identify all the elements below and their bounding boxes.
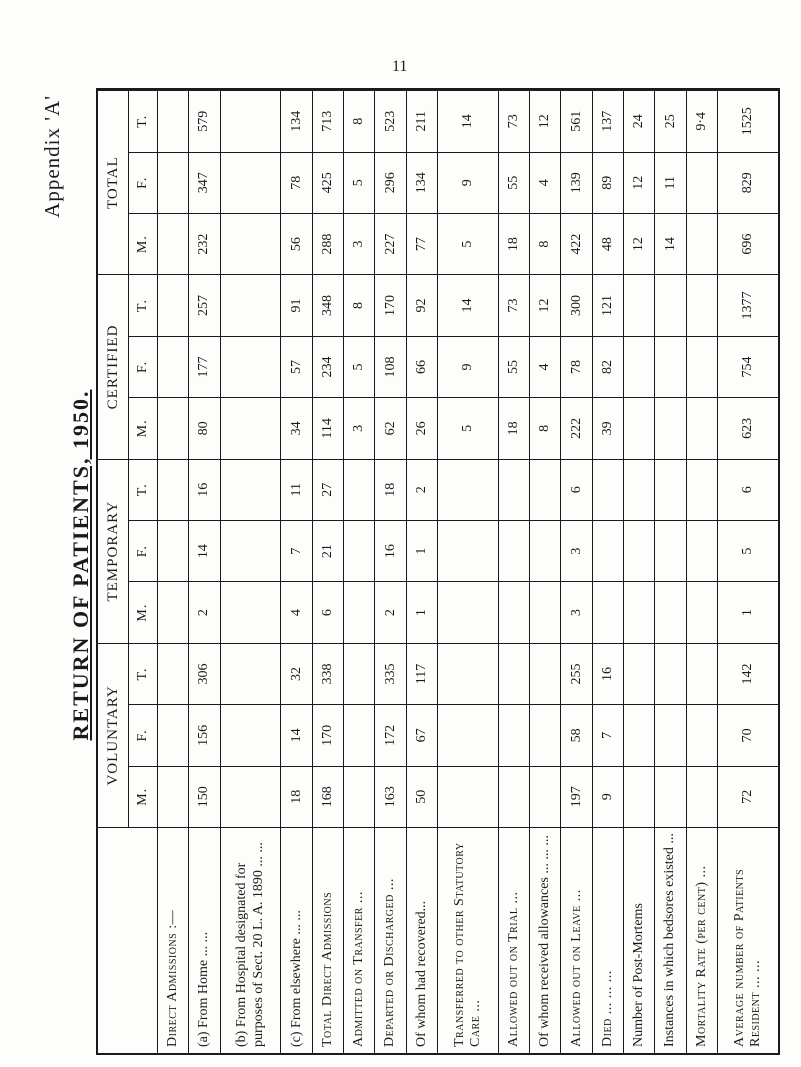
patients-return-table-rotated	[97, 90, 779, 1054]
table-row	[158, 91, 189, 1054]
row-label: Direct Admissions :—	[158, 828, 189, 1054]
cell-value	[624, 275, 655, 336]
page-number: 11	[392, 58, 408, 75]
cell-value: 25	[655, 91, 686, 153]
table-row	[624, 91, 655, 1054]
cell-value	[158, 643, 189, 704]
cell-value: 3	[561, 582, 592, 643]
cell-value: 67	[406, 705, 437, 766]
cell-value: 11	[281, 459, 312, 520]
cell-value: 12	[624, 213, 655, 274]
group-header-certified: CERTIFIED	[98, 275, 129, 459]
cell-value	[498, 582, 529, 643]
cell-value: 422	[561, 213, 592, 274]
cell-value	[220, 275, 281, 336]
cell-value	[655, 336, 686, 397]
cell-value	[686, 459, 717, 520]
cell-value	[686, 213, 717, 274]
cell-value: 21	[312, 520, 343, 581]
row-label: Died ... ... ...	[592, 828, 623, 1054]
cell-value: 32	[281, 643, 312, 704]
cell-value	[498, 705, 529, 766]
cell-value: 18	[375, 459, 406, 520]
cell-value	[158, 582, 189, 643]
cell-value	[344, 459, 375, 520]
row-label: Allowed out on Trial ...	[498, 828, 529, 1054]
cell-value: 150	[189, 766, 220, 827]
cell-value: 8	[344, 91, 375, 153]
cell-value	[220, 582, 281, 643]
table-row	[189, 91, 220, 1054]
cell-value: 232	[189, 213, 220, 274]
cell-value	[438, 643, 499, 704]
cell-value: 142	[718, 643, 779, 704]
table-row	[561, 91, 592, 1054]
label-column-header	[98, 828, 158, 1054]
cell-value: 117	[406, 643, 437, 704]
cell-value: 4	[530, 152, 561, 213]
cell-value	[624, 398, 655, 459]
cell-value: 335	[375, 643, 406, 704]
row-label: Mortality Rate (per cent) ...	[686, 828, 717, 1054]
row-label: Admitted on Transfer ...	[344, 828, 375, 1054]
cell-value: 58	[561, 705, 592, 766]
cell-value	[438, 459, 499, 520]
sub-header-m: M.	[129, 213, 158, 274]
table-row	[375, 91, 406, 1054]
cell-value	[530, 643, 561, 704]
cell-value	[158, 91, 189, 153]
cell-value	[344, 582, 375, 643]
table-row	[655, 91, 686, 1054]
cell-value: 8	[530, 213, 561, 274]
cell-value: 7	[281, 520, 312, 581]
cell-value	[220, 152, 281, 213]
row-label: Total Direct Admissions	[312, 828, 343, 1054]
cell-value: 623	[718, 398, 779, 459]
cell-value: 3	[561, 520, 592, 581]
cell-value: 7	[592, 705, 623, 766]
cell-value: 255	[561, 643, 592, 704]
sub-header-f: F.	[129, 336, 158, 397]
cell-value	[530, 582, 561, 643]
group-header-temporary: TEMPORARY	[98, 459, 129, 643]
cell-value: 12	[624, 152, 655, 213]
row-label: (c) From elsewhere ... ...	[281, 828, 312, 1054]
cell-value: 3	[344, 213, 375, 274]
row-label: Average number of Patients Resident ... ...	[718, 828, 779, 1054]
cell-value: 9·4	[686, 91, 717, 153]
cell-value	[438, 705, 499, 766]
cell-value: 134	[281, 91, 312, 153]
table-row	[438, 91, 499, 1054]
cell-value: 4	[281, 582, 312, 643]
cell-value	[655, 582, 686, 643]
cell-value: 829	[718, 152, 779, 213]
cell-value: 306	[189, 643, 220, 704]
table-row	[344, 91, 375, 1054]
cell-value: 425	[312, 152, 343, 213]
cell-value: 27	[312, 459, 343, 520]
cell-value: 11	[655, 152, 686, 213]
cell-value: 1377	[718, 275, 779, 336]
cell-value: 523	[375, 91, 406, 153]
cell-value	[220, 766, 281, 827]
cell-value: 5	[344, 152, 375, 213]
cell-value	[686, 766, 717, 827]
cell-value	[624, 336, 655, 397]
cell-value: 139	[561, 152, 592, 213]
cell-value	[158, 459, 189, 520]
cell-value: 6	[718, 459, 779, 520]
cell-value	[624, 582, 655, 643]
table-row	[406, 91, 437, 1054]
sub-header-f: F.	[129, 520, 158, 581]
cell-value	[624, 705, 655, 766]
cell-value: 696	[718, 213, 779, 274]
cell-value	[530, 459, 561, 520]
cell-value	[344, 766, 375, 827]
cell-value: 3	[344, 398, 375, 459]
cell-value: 72	[718, 766, 779, 827]
cell-value: 222	[561, 398, 592, 459]
table-row	[530, 91, 561, 1054]
cell-value	[686, 582, 717, 643]
cell-value: 211	[406, 91, 437, 153]
cell-value: 56	[281, 213, 312, 274]
cell-value: 338	[312, 643, 343, 704]
cell-value: 12	[530, 275, 561, 336]
cell-value	[438, 766, 499, 827]
page-title: RETURN OF PATIENTS, 1950.	[68, 389, 93, 741]
cell-value	[344, 643, 375, 704]
cell-value: 121	[592, 275, 623, 336]
cell-value	[158, 766, 189, 827]
cell-value: 754	[718, 336, 779, 397]
cell-value	[686, 336, 717, 397]
cell-value: 66	[406, 336, 437, 397]
cell-value	[655, 520, 686, 581]
cell-value	[624, 766, 655, 827]
cell-value: 16	[189, 459, 220, 520]
cell-value: 18	[498, 398, 529, 459]
cell-value	[530, 766, 561, 827]
cell-value	[158, 275, 189, 336]
table-row	[312, 91, 343, 1054]
cell-value: 8	[344, 275, 375, 336]
row-label: (a) From Home ... ...	[189, 828, 220, 1054]
cell-value: 5	[344, 336, 375, 397]
cell-value	[530, 520, 561, 581]
cell-value	[158, 520, 189, 581]
cell-value: 234	[312, 336, 343, 397]
cell-value	[220, 91, 281, 153]
cell-value: 156	[189, 705, 220, 766]
cell-value: 713	[312, 91, 343, 153]
cell-value	[655, 705, 686, 766]
cell-value: 80	[189, 398, 220, 459]
cell-value	[655, 398, 686, 459]
cell-value: 55	[498, 152, 529, 213]
row-label: Transferred to other Statutory Care ...	[438, 828, 499, 1054]
cell-value: 82	[592, 336, 623, 397]
cell-value	[158, 213, 189, 274]
cell-value: 9	[592, 766, 623, 827]
cell-value	[592, 582, 623, 643]
row-label: Of whom received allowances ... ... ...	[530, 828, 561, 1054]
cell-value: 18	[281, 766, 312, 827]
cell-value: 8	[530, 398, 561, 459]
cell-value: 9	[438, 152, 499, 213]
row-label: Number of Post-Mortems	[624, 828, 655, 1054]
table-row	[220, 91, 281, 1054]
cell-value: 12	[530, 91, 561, 153]
group-header-row	[98, 91, 129, 1054]
table-row	[281, 91, 312, 1054]
cell-value: 73	[498, 91, 529, 153]
cell-value: 16	[592, 643, 623, 704]
cell-value: 92	[406, 275, 437, 336]
cell-value: 9	[438, 336, 499, 397]
table-body	[158, 91, 779, 1054]
cell-value	[655, 643, 686, 704]
cell-value	[686, 705, 717, 766]
cell-value	[624, 643, 655, 704]
cell-value	[438, 582, 499, 643]
row-label: Departed or Discharged ...	[375, 828, 406, 1054]
cell-value: 300	[561, 275, 592, 336]
group-header-total: TOTAL	[98, 91, 129, 275]
cell-value	[158, 705, 189, 766]
cell-value: 14	[281, 705, 312, 766]
cell-value: 55	[498, 336, 529, 397]
cell-value	[686, 520, 717, 581]
cell-value: 5	[438, 398, 499, 459]
sub-header-t: T.	[129, 459, 158, 520]
sub-header-t: T.	[129, 91, 158, 153]
cell-value	[220, 643, 281, 704]
cell-value: 34	[281, 398, 312, 459]
cell-value	[624, 459, 655, 520]
appendix-label: Appendix 'A'	[40, 95, 64, 218]
cell-value: 18	[498, 213, 529, 274]
cell-value: 91	[281, 275, 312, 336]
cell-value	[655, 766, 686, 827]
cell-value	[686, 398, 717, 459]
cell-value	[655, 459, 686, 520]
cell-value: 24	[624, 91, 655, 153]
sub-header-m: M.	[129, 766, 158, 827]
cell-value	[530, 705, 561, 766]
cell-value: 6	[561, 459, 592, 520]
cell-value: 77	[406, 213, 437, 274]
cell-value: 70	[718, 705, 779, 766]
sub-header-t: T.	[129, 643, 158, 704]
cell-value: 2	[406, 459, 437, 520]
cell-value: 39	[592, 398, 623, 459]
cell-value	[220, 213, 281, 274]
cell-value: 48	[592, 213, 623, 274]
cell-value: 16	[375, 520, 406, 581]
cell-value	[498, 520, 529, 581]
cell-value: 2	[375, 582, 406, 643]
cell-value	[220, 336, 281, 397]
table-row	[592, 91, 623, 1054]
cell-value: 2	[189, 582, 220, 643]
cell-value: 561	[561, 91, 592, 153]
cell-value	[686, 152, 717, 213]
cell-value	[592, 459, 623, 520]
cell-value: 170	[375, 275, 406, 336]
cell-value	[158, 398, 189, 459]
row-label: (b) From Hospital designated for purposes of Sect. 20 L. A. 1890 ... ...	[220, 828, 281, 1054]
cell-value	[498, 459, 529, 520]
cell-value: 1	[406, 582, 437, 643]
cell-value	[624, 520, 655, 581]
cell-value: 347	[189, 152, 220, 213]
cell-value: 50	[406, 766, 437, 827]
cell-value: 14	[438, 275, 499, 336]
cell-value: 1525	[718, 91, 779, 153]
cell-value: 89	[592, 152, 623, 213]
cell-value: 579	[189, 91, 220, 153]
cell-value: 168	[312, 766, 343, 827]
cell-value: 26	[406, 398, 437, 459]
cell-value: 5	[718, 520, 779, 581]
sub-header-m: M.	[129, 398, 158, 459]
cell-value	[438, 520, 499, 581]
cell-value: 114	[312, 398, 343, 459]
patients-return-table	[97, 90, 779, 1054]
cell-value: 78	[561, 336, 592, 397]
cell-value: 296	[375, 152, 406, 213]
cell-value: 227	[375, 213, 406, 274]
table-row	[498, 91, 529, 1054]
patients-return-table-frame	[96, 88, 780, 1055]
cell-value: 172	[375, 705, 406, 766]
cell-value: 14	[189, 520, 220, 581]
sub-header-f: F.	[129, 705, 158, 766]
row-label: Allowed out on Leave ...	[561, 828, 592, 1054]
cell-value: 14	[438, 91, 499, 153]
sub-header-t: T.	[129, 275, 158, 336]
cell-value: 5	[438, 213, 499, 274]
cell-value: 14	[655, 213, 686, 274]
cell-value: 288	[312, 213, 343, 274]
cell-value: 78	[281, 152, 312, 213]
cell-value: 137	[592, 91, 623, 153]
cell-value	[220, 705, 281, 766]
cell-value: 197	[561, 766, 592, 827]
cell-value	[686, 275, 717, 336]
cell-value: 163	[375, 766, 406, 827]
row-label: Of whom had recovered...	[406, 828, 437, 1054]
group-header-voluntary: VOLUNTARY	[98, 643, 129, 827]
cell-value	[158, 336, 189, 397]
cell-value: 348	[312, 275, 343, 336]
cell-value: 257	[189, 275, 220, 336]
cell-value	[344, 705, 375, 766]
sub-header-f: F.	[129, 152, 158, 213]
cell-value: 4	[530, 336, 561, 397]
cell-value	[344, 520, 375, 581]
cell-value: 57	[281, 336, 312, 397]
cell-value: 170	[312, 705, 343, 766]
cell-value	[220, 459, 281, 520]
cell-value	[592, 520, 623, 581]
cell-value: 73	[498, 275, 529, 336]
cell-value: 108	[375, 336, 406, 397]
rotated-title-block	[8, 65, 93, 1065]
cell-value	[498, 766, 529, 827]
cell-value: 62	[375, 398, 406, 459]
cell-value	[158, 152, 189, 213]
cell-value: 6	[312, 582, 343, 643]
cell-value: 1	[406, 520, 437, 581]
row-label: Instances in which bedsores existed ...	[655, 828, 686, 1054]
cell-value: 1	[718, 582, 779, 643]
cell-value: 177	[189, 336, 220, 397]
table-row	[686, 91, 717, 1054]
cell-value: 134	[406, 152, 437, 213]
cell-value	[686, 643, 717, 704]
sub-header-m: M.	[129, 582, 158, 643]
cell-value	[220, 520, 281, 581]
cell-value	[220, 398, 281, 459]
table-row	[718, 91, 779, 1054]
cell-value	[498, 643, 529, 704]
cell-value	[655, 275, 686, 336]
